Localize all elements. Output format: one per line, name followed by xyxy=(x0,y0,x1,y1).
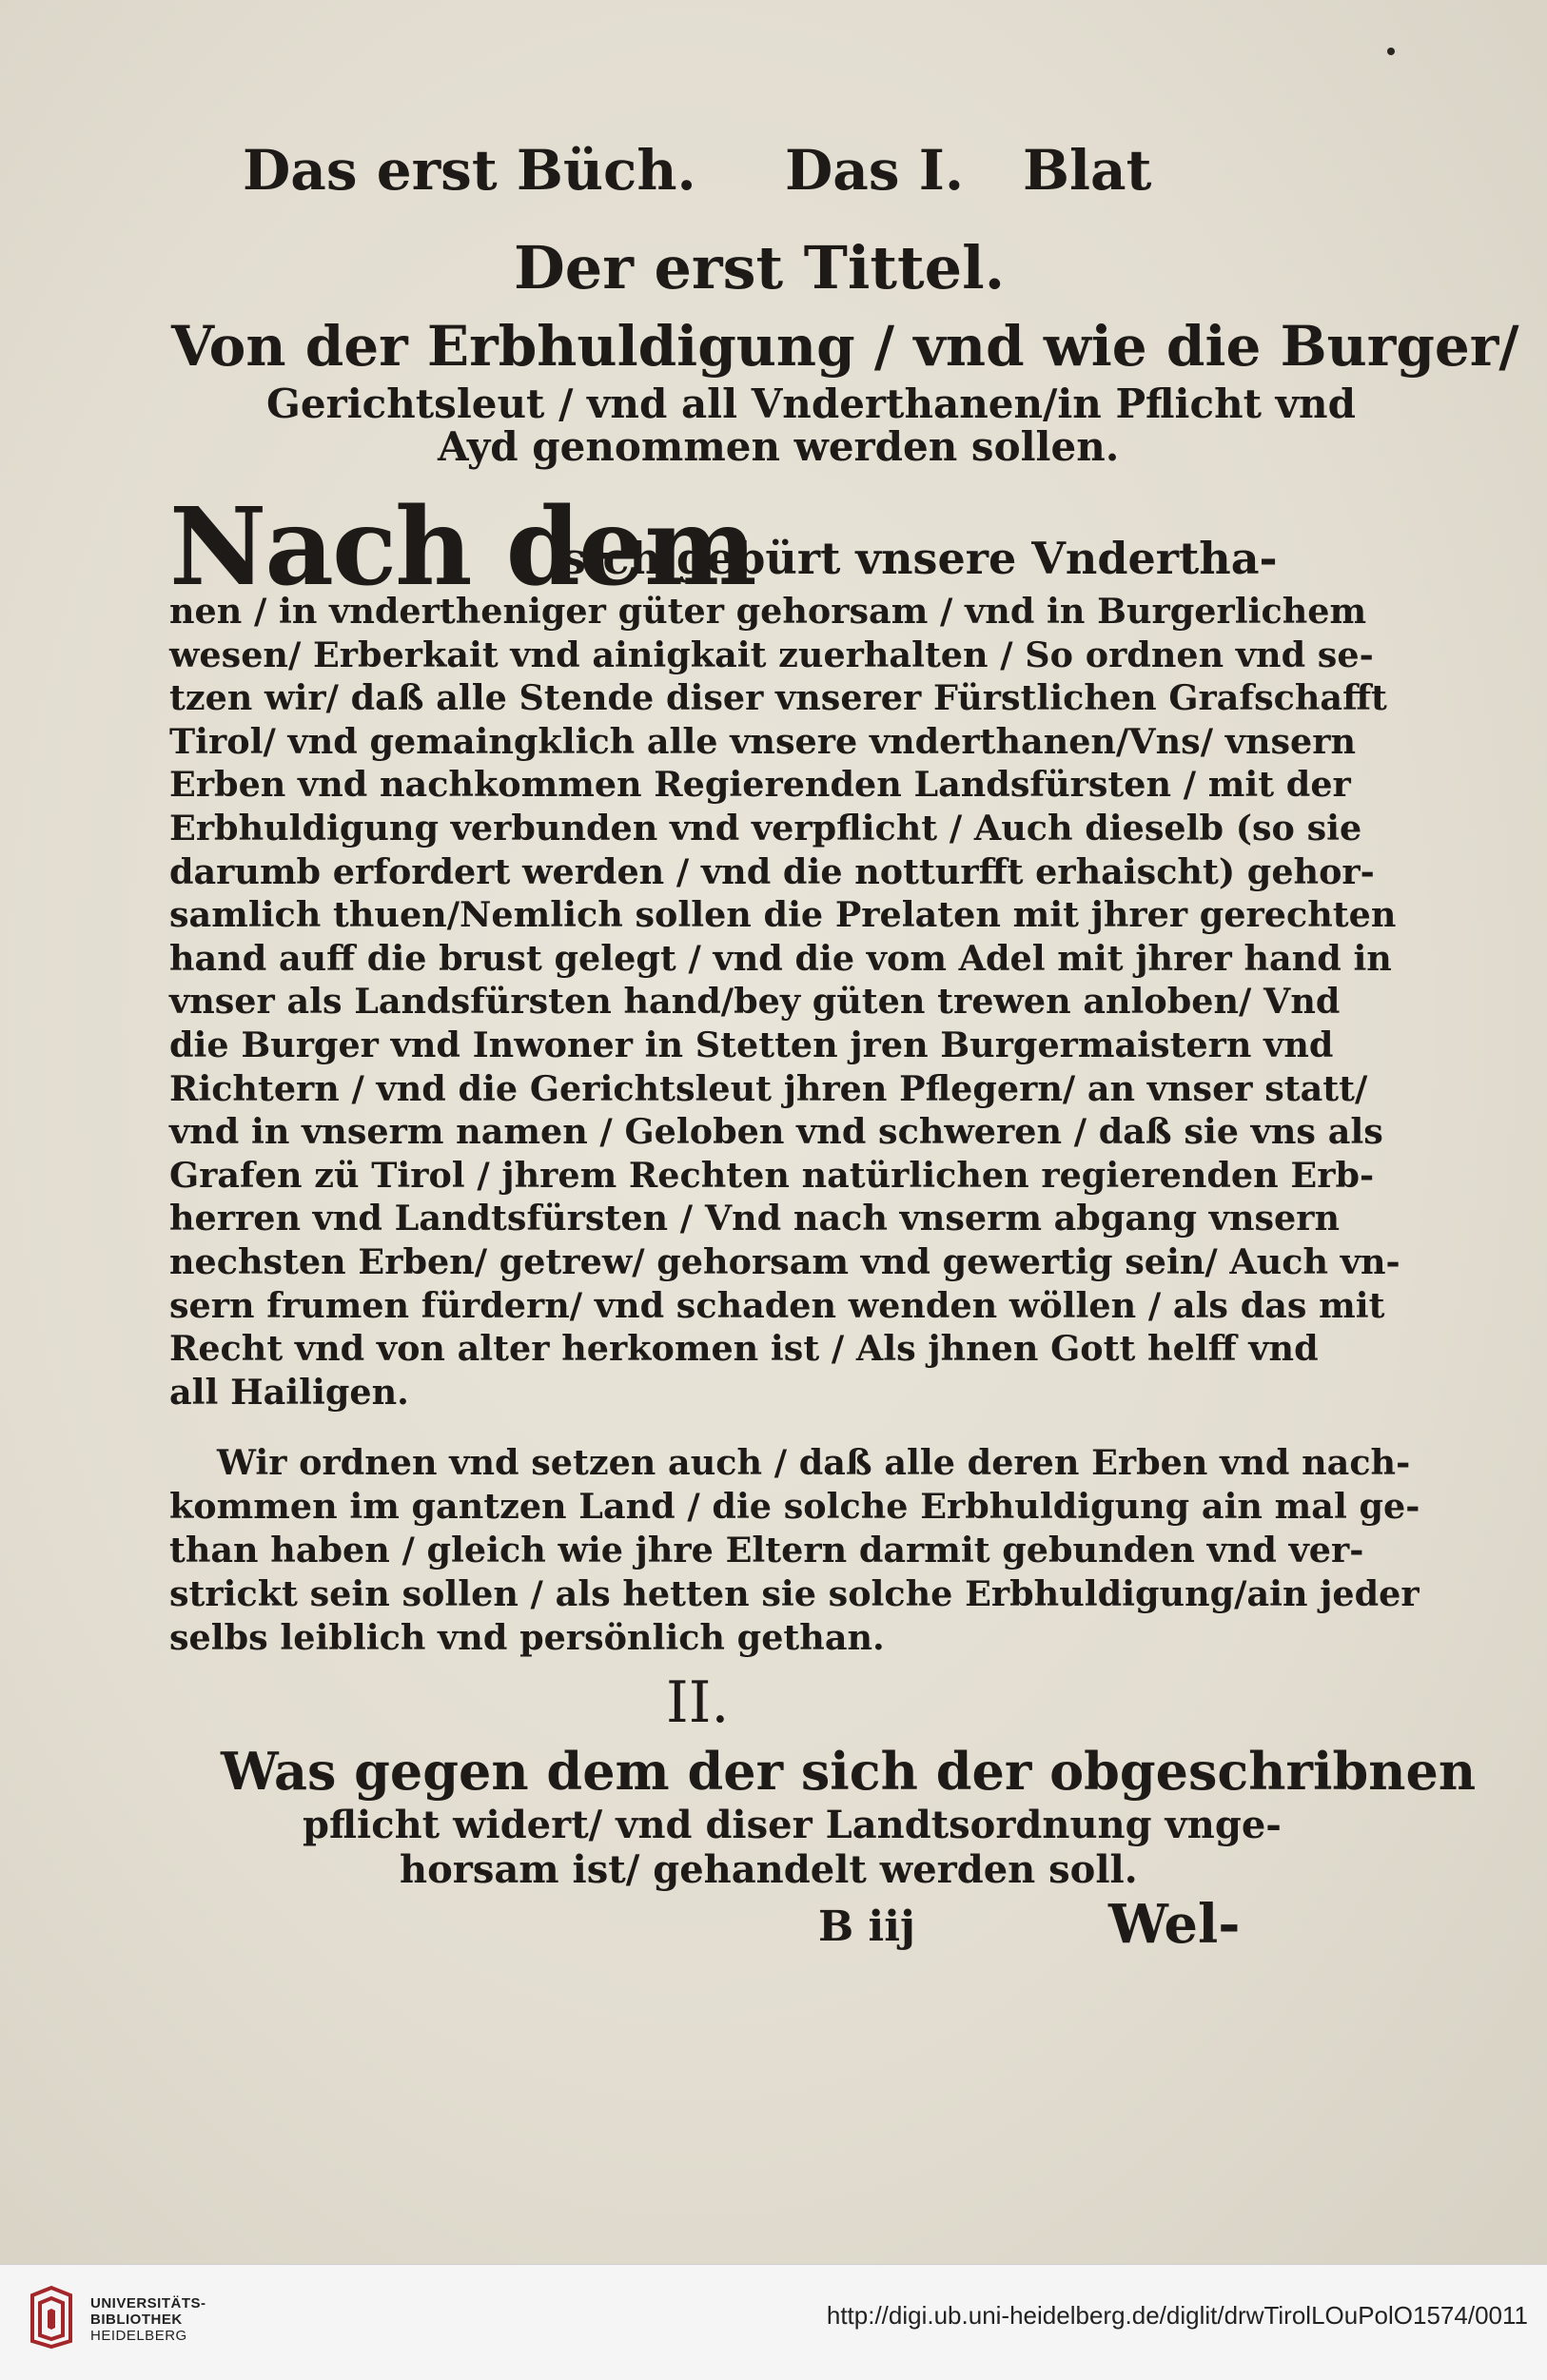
decorative-initial-words: Nach dem xyxy=(169,485,755,610)
first-line-rest: sich gebürt vnsere Vndertha- xyxy=(561,533,1278,584)
text-line: sern frumen fürdern/ vnd schaden wenden wöllen / als das mit xyxy=(169,1284,1385,1326)
permalink-url[interactable]: http://digi.ub.uni-heidelberg.de/diglit/drwTirolLOuPolO1574/0011 xyxy=(826,2301,1528,2330)
text-line: vnd in vnserm namen / Geloben vnd schweren / daß sie vns als xyxy=(169,1111,1383,1153)
text-line: tzen wir/ daß alle Stende diser vnserer Fürstlichen Grafschafft xyxy=(169,677,1387,719)
text-line: selbs leiblich vnd persönlich gethan. xyxy=(169,1617,885,1658)
text-line: Grafen zü Tirol / jhrem Rechten natürlichen regierenden Erb- xyxy=(169,1154,1375,1196)
text-line: strickt sein sollen / als hetten sie solche Erbhuldigung/ain jeder xyxy=(169,1573,1420,1614)
text-line: die Burger vnd Inwoner in Stetten jren Burgermaistern vnd xyxy=(169,1024,1334,1065)
section-2-heading-line-3: horsam ist/ gehandelt werden soll. xyxy=(400,1847,1138,1892)
running-header-right: Blat xyxy=(1023,138,1152,203)
text-line: darumb erfordert werden / vnd die notturfft erhaischt) gehor- xyxy=(169,850,1375,892)
logo-text-line-2: BIBLIOTHEK xyxy=(90,2312,183,2328)
section-heading-line-1: Von der Erbhuldigung / vnd wie die Burger/ xyxy=(171,314,1519,379)
text-line: hand auff die brust gelegt / vnd die vom Adel mit jhrer hand in xyxy=(169,937,1392,979)
body-paragraph-2 xyxy=(169,1441,1420,1660)
section-number: II. xyxy=(666,1669,730,1736)
running-header-left: Das erst Büch. xyxy=(243,138,696,203)
text-line: Wir ordnen vnd setzen auch / daß alle deren Erben vnd nach- xyxy=(217,1442,1411,1483)
catchword: Wel- xyxy=(1108,1893,1241,1956)
text-line: Tirol/ vnd gemaingklich alle vnsere vnderthanen/Vns/ vnsern xyxy=(169,720,1357,762)
text-line: nen / in vndertheniger güter gehorsam / vnd in Burgerlichem xyxy=(169,591,1367,632)
section-2-heading-line-1: Was gegen dem der sich der obgeschribnen xyxy=(221,1741,1477,1802)
text-line: Richtern / vnd die Gerichtsleut jhren Pflegern/ an vnser statt/ xyxy=(169,1067,1368,1109)
text-line: Erben vnd nachkommen Regierenden Landsfürsten / mit der xyxy=(169,764,1351,806)
ink-spot xyxy=(1387,48,1395,55)
text-line: nechsten Erben/ getrew/ gehorsam vnd gewertig sein/ Auch vn- xyxy=(169,1240,1400,1282)
signature-mark: B iij xyxy=(818,1902,915,1951)
text-line: Recht vnd von alter herkomen ist / Als jhnen Gott helff vnd xyxy=(169,1328,1319,1370)
text-line: than haben / gleich wie jhre Eltern darmit gebunden vnd ver- xyxy=(169,1530,1364,1570)
section-2-heading-line-2: pflicht widert/ vnd diser Landtsordnung vnge- xyxy=(303,1803,1282,1847)
logo-text-line-1: UNIVERSITÄTS- xyxy=(90,2295,206,2312)
chapter-title: Der erst Tittel. xyxy=(514,233,1006,302)
text-line: samlich thuen/Nemlich sollen die Prelaten mit jhrer gerechten xyxy=(169,894,1397,936)
section-heading-line-3: Ayd genommen werden sollen. xyxy=(438,423,1120,470)
viewer-footer xyxy=(0,2264,1547,2380)
text-line: wesen/ Erberkait vnd ainigkait zuerhalten / So ordnen vnd se- xyxy=(169,634,1374,675)
library-logo-icon[interactable] xyxy=(27,2284,76,2351)
text-line: all Hailigen. xyxy=(169,1371,409,1413)
body-paragraph-1 xyxy=(169,590,1400,1414)
text-line: vnser als Landsfürsten hand/bey güten trewen anloben/ Vnd xyxy=(169,981,1341,1023)
text-line: Erbhuldigung verbunden vnd verpflicht / Auch dieselb (so sie xyxy=(169,807,1362,849)
running-header-mid: Das I. xyxy=(785,138,965,203)
text-line: herren vnd Landtsfürsten / Vnd nach vnserm abgang vnsern xyxy=(169,1198,1341,1239)
text-line: kommen im gantzen Land / die solche Erbhuldigung ain mal ge- xyxy=(169,1486,1420,1527)
section-heading-line-2: Gerichtsleut / vnd all Vnderthanen/in Pflicht vnd xyxy=(266,380,1356,427)
logo-text-line-3: HEIDELBERG xyxy=(90,2328,187,2344)
